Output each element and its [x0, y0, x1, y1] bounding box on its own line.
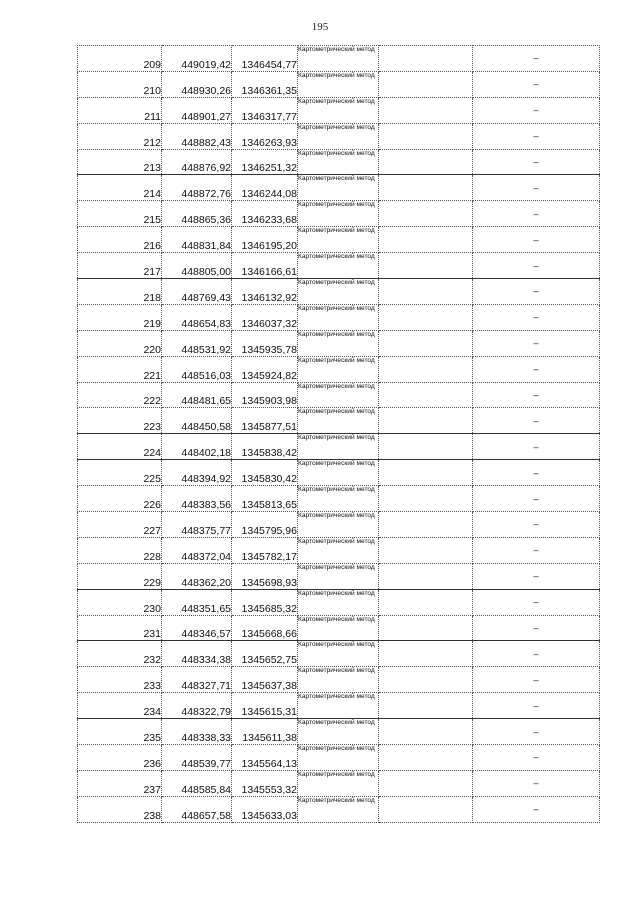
dash-cell: –: [473, 537, 600, 563]
method-cell: Картометрический метод: [298, 201, 379, 227]
y-coordinate-cell: 1345813,65: [232, 486, 298, 512]
x-coordinate-cell: 448351,65: [162, 589, 232, 615]
y-coordinate-cell: 1345564,13: [232, 745, 298, 771]
note-cell: [379, 615, 473, 641]
note-cell: [379, 356, 473, 382]
y-coordinate-cell: 1345935,78: [232, 330, 298, 356]
table-row: [78, 356, 600, 382]
method-cell: Картометрический метод: [298, 563, 379, 589]
x-coordinate-cell: 448383,56: [162, 486, 232, 512]
table-row: [78, 330, 600, 356]
table-row: [78, 304, 600, 330]
x-coordinate-cell: 448876,92: [162, 149, 232, 175]
coordinates-table: [77, 45, 600, 823]
note-cell: [379, 745, 473, 771]
y-coordinate-cell: 1346132,92: [232, 279, 298, 305]
x-coordinate-cell: 448394,92: [162, 460, 232, 486]
dash-cell: –: [473, 253, 600, 279]
point-number-cell: 236: [78, 745, 162, 771]
point-number-cell: 230: [78, 589, 162, 615]
table-row: [78, 434, 600, 460]
y-coordinate-cell: 1345698,93: [232, 563, 298, 589]
note-cell: [379, 408, 473, 434]
note-cell: [379, 486, 473, 512]
x-coordinate-cell: 448805,00: [162, 253, 232, 279]
dash-cell: –: [473, 123, 600, 149]
x-coordinate-cell: 448531,92: [162, 330, 232, 356]
note-cell: [379, 123, 473, 149]
point-number-cell: 219: [78, 304, 162, 330]
dash-cell: –: [473, 615, 600, 641]
dash-cell: –: [473, 589, 600, 615]
x-coordinate-cell: 448901,27: [162, 97, 232, 123]
note-cell: [379, 460, 473, 486]
x-coordinate-cell: 448346,57: [162, 615, 232, 641]
point-number-cell: 210: [78, 71, 162, 97]
table-row: [78, 770, 600, 796]
dash-cell: –: [473, 149, 600, 175]
y-coordinate-cell: 1345795,96: [232, 512, 298, 538]
x-coordinate-cell: 448831,84: [162, 227, 232, 253]
point-number-cell: 226: [78, 486, 162, 512]
dash-cell: –: [473, 71, 600, 97]
note-cell: [379, 770, 473, 796]
method-cell: Картометрический метод: [298, 382, 379, 408]
method-cell: Картометрический метод: [298, 71, 379, 97]
method-cell: Картометрический метод: [298, 434, 379, 460]
point-number-cell: 211: [78, 97, 162, 123]
point-number-cell: 217: [78, 253, 162, 279]
note-cell: [379, 227, 473, 253]
y-coordinate-cell: 1345637,38: [232, 667, 298, 693]
x-coordinate-cell: 448585,84: [162, 770, 232, 796]
point-number-cell: 224: [78, 434, 162, 460]
table-row: [78, 667, 600, 693]
dash-cell: –: [473, 97, 600, 123]
note-cell: [379, 149, 473, 175]
method-cell: Картометрический метод: [298, 330, 379, 356]
y-coordinate-cell: 1345615,31: [232, 693, 298, 719]
table-row: [78, 563, 600, 589]
note-cell: [379, 796, 473, 822]
dash-cell: –: [473, 356, 600, 382]
y-coordinate-cell: 1346251,32: [232, 149, 298, 175]
note-cell: [379, 382, 473, 408]
method-cell: Картометрический метод: [298, 175, 379, 201]
y-coordinate-cell: 1345903,98: [232, 382, 298, 408]
x-coordinate-cell: 448450,58: [162, 408, 232, 434]
x-coordinate-cell: 448930,26: [162, 71, 232, 97]
point-number-cell: 233: [78, 667, 162, 693]
y-coordinate-cell: 1346233,68: [232, 201, 298, 227]
method-cell: Картометрический метод: [298, 123, 379, 149]
method-cell: Картометрический метод: [298, 796, 379, 822]
point-number-cell: 231: [78, 615, 162, 641]
method-cell: Картометрический метод: [298, 46, 379, 72]
method-cell: Картометрический метод: [298, 279, 379, 305]
table-row: [78, 693, 600, 719]
method-cell: Картометрический метод: [298, 641, 379, 667]
y-coordinate-cell: 1346195,20: [232, 227, 298, 253]
x-coordinate-cell: 448322,79: [162, 693, 232, 719]
page-number: 195: [311, 21, 329, 33]
y-coordinate-cell: 1345553,32: [232, 770, 298, 796]
y-coordinate-cell: 1345924,82: [232, 356, 298, 382]
point-number-cell: 213: [78, 149, 162, 175]
table-row: [78, 97, 600, 123]
coordinates-table-body: [78, 46, 600, 823]
note-cell: [379, 434, 473, 460]
method-cell: Картометрический метод: [298, 745, 379, 771]
method-cell: Картометрический метод: [298, 512, 379, 538]
dash-cell: –: [473, 641, 600, 667]
method-cell: Картометрический метод: [298, 227, 379, 253]
y-coordinate-cell: 1345782,17: [232, 537, 298, 563]
x-coordinate-cell: 448338,33: [162, 719, 232, 745]
note-cell: [379, 175, 473, 201]
x-coordinate-cell: 448372,04: [162, 537, 232, 563]
point-number-cell: 216: [78, 227, 162, 253]
table-row: [78, 641, 600, 667]
dash-cell: –: [473, 46, 600, 72]
x-coordinate-cell: 448865,36: [162, 201, 232, 227]
table-row: [78, 123, 600, 149]
point-number-cell: 214: [78, 175, 162, 201]
y-coordinate-cell: 1346037,32: [232, 304, 298, 330]
x-coordinate-cell: 448481,65: [162, 382, 232, 408]
point-number-cell: 228: [78, 537, 162, 563]
dash-cell: –: [473, 382, 600, 408]
table-row: [78, 201, 600, 227]
x-coordinate-cell: 448539,77: [162, 745, 232, 771]
y-coordinate-cell: 1346263,93: [232, 123, 298, 149]
method-cell: Картометрический метод: [298, 460, 379, 486]
dash-cell: –: [473, 175, 600, 201]
dash-cell: –: [473, 486, 600, 512]
table-row: [78, 719, 600, 745]
y-coordinate-cell: 1345685,32: [232, 589, 298, 615]
y-coordinate-cell: 1346361,35: [232, 71, 298, 97]
dash-cell: –: [473, 227, 600, 253]
note-cell: [379, 693, 473, 719]
table-row: [78, 253, 600, 279]
method-cell: Картометрический метод: [298, 356, 379, 382]
point-number-cell: 234: [78, 693, 162, 719]
x-coordinate-cell: 448516,03: [162, 356, 232, 382]
table-row: [78, 615, 600, 641]
y-coordinate-cell: 1346317,77: [232, 97, 298, 123]
table-row: [78, 796, 600, 822]
method-cell: Картометрический метод: [298, 97, 379, 123]
dash-cell: –: [473, 745, 600, 771]
x-coordinate-cell: 448327,71: [162, 667, 232, 693]
dash-cell: –: [473, 279, 600, 305]
note-cell: [379, 537, 473, 563]
point-number-cell: 218: [78, 279, 162, 305]
note-cell: [379, 512, 473, 538]
method-cell: Картометрический метод: [298, 486, 379, 512]
method-cell: Картометрический метод: [298, 770, 379, 796]
point-number-cell: 238: [78, 796, 162, 822]
y-coordinate-cell: 1345652,75: [232, 641, 298, 667]
x-coordinate-cell: 449019,42: [162, 46, 232, 72]
note-cell: [379, 667, 473, 693]
x-coordinate-cell: 448362,20: [162, 563, 232, 589]
note-cell: [379, 304, 473, 330]
x-coordinate-cell: 448654,83: [162, 304, 232, 330]
table-row: [78, 408, 600, 434]
point-number-cell: 222: [78, 382, 162, 408]
table-row: [78, 71, 600, 97]
table-row: [78, 279, 600, 305]
method-cell: Картометрический метод: [298, 537, 379, 563]
method-cell: Картометрический метод: [298, 693, 379, 719]
dash-cell: –: [473, 408, 600, 434]
table-row: [78, 745, 600, 771]
dash-cell: –: [473, 719, 600, 745]
point-number-cell: 225: [78, 460, 162, 486]
note-cell: [379, 719, 473, 745]
note-cell: [379, 279, 473, 305]
x-coordinate-cell: 448334,38: [162, 641, 232, 667]
dash-cell: –: [473, 512, 600, 538]
point-number-cell: 220: [78, 330, 162, 356]
note-cell: [379, 641, 473, 667]
method-cell: Картометрический метод: [298, 589, 379, 615]
dash-cell: –: [473, 201, 600, 227]
method-cell: Картометрический метод: [298, 667, 379, 693]
table-row: [78, 149, 600, 175]
method-cell: Картометрический метод: [298, 304, 379, 330]
dash-cell: –: [473, 796, 600, 822]
dash-cell: –: [473, 304, 600, 330]
y-coordinate-cell: 1345830,42: [232, 460, 298, 486]
point-number-cell: 221: [78, 356, 162, 382]
method-cell: Картометрический метод: [298, 253, 379, 279]
table-row: [78, 589, 600, 615]
method-cell: Картометрический метод: [298, 615, 379, 641]
table-row: [78, 537, 600, 563]
table-row: [78, 46, 600, 72]
x-coordinate-cell: 448657,58: [162, 796, 232, 822]
note-cell: [379, 563, 473, 589]
point-number-cell: 223: [78, 408, 162, 434]
x-coordinate-cell: 448402,18: [162, 434, 232, 460]
dash-cell: –: [473, 434, 600, 460]
y-coordinate-cell: 1345838,42: [232, 434, 298, 460]
y-coordinate-cell: 1346454,77: [232, 46, 298, 72]
table-row: [78, 512, 600, 538]
note-cell: [379, 46, 473, 72]
note-cell: [379, 330, 473, 356]
point-number-cell: 232: [78, 641, 162, 667]
x-coordinate-cell: 448882,43: [162, 123, 232, 149]
dash-cell: –: [473, 460, 600, 486]
table-row: [78, 175, 600, 201]
method-cell: Картометрический метод: [298, 408, 379, 434]
x-coordinate-cell: 448375,77: [162, 512, 232, 538]
dash-cell: –: [473, 770, 600, 796]
dash-cell: –: [473, 330, 600, 356]
y-coordinate-cell: 1345668,66: [232, 615, 298, 641]
y-coordinate-cell: 1345611,38: [232, 719, 298, 745]
table-row: [78, 486, 600, 512]
dash-cell: –: [473, 693, 600, 719]
point-number-cell: 229: [78, 563, 162, 589]
note-cell: [379, 589, 473, 615]
point-number-cell: 227: [78, 512, 162, 538]
y-coordinate-cell: 1345633,03: [232, 796, 298, 822]
point-number-cell: 209: [78, 46, 162, 72]
note-cell: [379, 253, 473, 279]
method-cell: Картометрический метод: [298, 149, 379, 175]
table-row: [78, 460, 600, 486]
y-coordinate-cell: 1346166,61: [232, 253, 298, 279]
point-number-cell: 235: [78, 719, 162, 745]
dash-cell: –: [473, 667, 600, 693]
table-row: [78, 382, 600, 408]
note-cell: [379, 97, 473, 123]
note-cell: [379, 71, 473, 97]
dash-cell: –: [473, 563, 600, 589]
table-row: [78, 227, 600, 253]
y-coordinate-cell: 1346244,08: [232, 175, 298, 201]
y-coordinate-cell: 1345877,51: [232, 408, 298, 434]
x-coordinate-cell: 448769,43: [162, 279, 232, 305]
point-number-cell: 215: [78, 201, 162, 227]
note-cell: [379, 201, 473, 227]
method-cell: Картометрический метод: [298, 719, 379, 745]
x-coordinate-cell: 448872,76: [162, 175, 232, 201]
point-number-cell: 212: [78, 123, 162, 149]
point-number-cell: 237: [78, 770, 162, 796]
